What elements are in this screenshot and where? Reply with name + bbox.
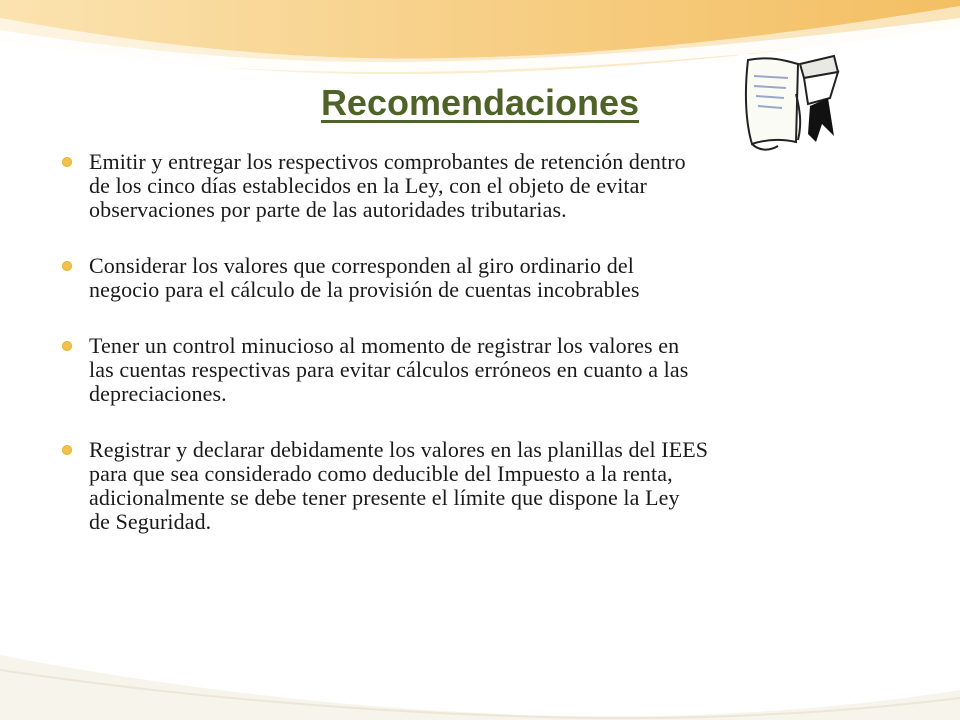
bullet-icon [62, 261, 72, 271]
bullet-icon [62, 445, 72, 455]
bullet-line: de los cinco días establecidos en la Ley, con el objeto de evitar [89, 173, 647, 198]
page-title: Recomendaciones [320, 82, 640, 123]
bullet-line: Considerar los valores que corresponden al giro ordinario del [89, 253, 634, 278]
list-item [62, 150, 922, 222]
bullet-icon [62, 157, 72, 167]
bullet-line: Emitir y entregar los respectivos comprobantes de retención dentro [89, 149, 686, 174]
bullet-line: para que sea considerado como deducible del Impuesto a la renta, [89, 461, 673, 486]
bullet-line: Registrar y declarar debidamente los valores en las planillas del IEES [89, 437, 709, 462]
bullet-icon [62, 341, 72, 351]
bullet-line: las cuentas respectivas para evitar cálculos erróneos en cuanto a las [89, 357, 689, 382]
list-item [62, 334, 922, 406]
recommendations-list [62, 150, 922, 566]
list-item [62, 438, 922, 534]
bullet-line: Tener un control minucioso al momento de registrar los valores en [89, 333, 680, 358]
bullet-line: de Seguridad. [89, 509, 212, 534]
document-scroll-icon [738, 54, 844, 156]
bullet-line: negocio para el cálculo de la provisión de cuentas incobrables [89, 277, 640, 302]
bullet-line: depreciaciones. [89, 381, 227, 406]
bullet-line: observaciones por parte de las autoridades tributarias. [89, 197, 567, 222]
list-item [62, 254, 922, 302]
bullet-line: adicionalmente se debe tener presente el límite que dispone la Ley [89, 485, 680, 510]
bottom-swoosh [0, 655, 960, 720]
